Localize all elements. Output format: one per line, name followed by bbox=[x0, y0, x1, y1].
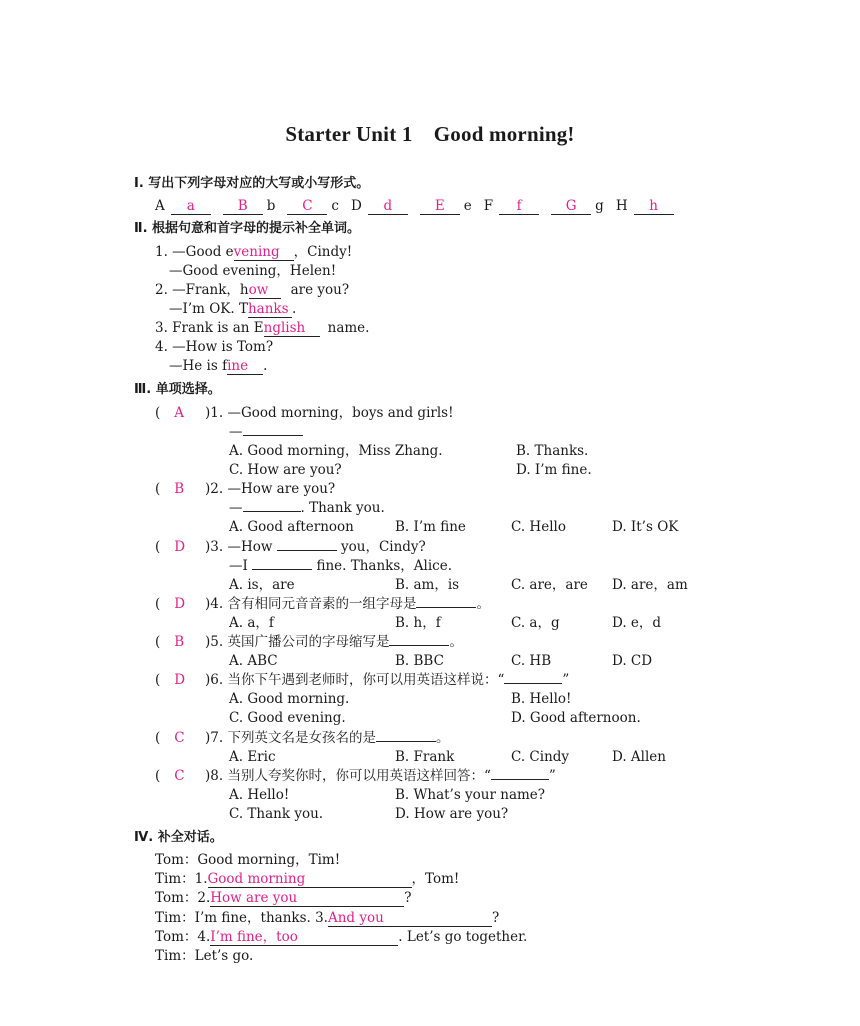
text: ? bbox=[404, 890, 412, 906]
text: . Thank you. bbox=[300, 500, 385, 516]
answer-text: How are you bbox=[210, 890, 298, 906]
letter-row bbox=[155, 197, 686, 215]
q8-option-c: C. Thank you. bbox=[229, 806, 324, 822]
q3-option-c: C. are，are bbox=[511, 577, 588, 593]
text: 1. —Good e bbox=[155, 244, 234, 260]
q3-line2 bbox=[229, 557, 452, 575]
q3-paren: ( D bbox=[155, 539, 186, 555]
answer-blank bbox=[210, 890, 404, 907]
answer-blank bbox=[210, 929, 398, 946]
text: )4. 含有相同元音音素的一组字母是 bbox=[205, 596, 417, 612]
fill-item-1a bbox=[155, 243, 352, 261]
q2-option-a: A. Good afternoon bbox=[229, 519, 354, 535]
letter-pair bbox=[616, 198, 674, 214]
q1-paren: ( A bbox=[155, 405, 185, 421]
answer-blank bbox=[208, 871, 412, 888]
q1-stem: )1. —Good morning，boys and girls! bbox=[205, 405, 454, 421]
answer-text: And you bbox=[327, 910, 384, 926]
q2-option-b: B. I’m fine bbox=[395, 519, 466, 535]
answer-letter: f bbox=[516, 198, 522, 214]
section-3-heading: Ⅲ. 单项选择。 bbox=[134, 382, 221, 397]
q1-option-a: A. Good morning，Miss Zhang. bbox=[229, 443, 443, 459]
q6-option-c: C. Good evening. bbox=[229, 710, 346, 726]
text: name. bbox=[327, 320, 370, 336]
q3-option-b: B. am，is bbox=[395, 577, 460, 593]
q4-paren: ( D bbox=[155, 596, 186, 612]
blank bbox=[416, 607, 476, 608]
q8-answer: C bbox=[174, 768, 185, 784]
section-2-heading: Ⅱ. 根据句意和首字母的提示补全单词。 bbox=[134, 221, 361, 236]
letter-pair bbox=[287, 198, 339, 214]
text: —I’m OK. T bbox=[169, 301, 248, 317]
answer-blank bbox=[328, 910, 492, 927]
text: )7. 下列英文名是女孩名的是 bbox=[205, 730, 376, 746]
letter-pair bbox=[484, 198, 539, 214]
fill-item-3 bbox=[155, 319, 369, 337]
q5-paren: ( B bbox=[155, 634, 185, 650]
q3-answer: D bbox=[174, 539, 186, 555]
answer-blank bbox=[249, 282, 281, 299]
text: . bbox=[291, 301, 297, 317]
q2-option-d: D. It’s OK bbox=[612, 519, 679, 535]
blank bbox=[376, 741, 436, 742]
text: Tom：2. bbox=[155, 890, 211, 906]
answer-blank bbox=[499, 198, 539, 215]
answer-blank bbox=[634, 198, 674, 215]
text: 。 bbox=[476, 596, 490, 612]
dialog-line-6: Tim：Let’s go. bbox=[155, 948, 254, 964]
text: )6. 当你下午遇到老师时，你可以用英语这样说：“ bbox=[205, 672, 505, 688]
q4-option-b: B. h，f bbox=[395, 615, 441, 631]
q2-stem: )2. —How are you? bbox=[205, 481, 336, 497]
q4-option-d: D. e，d bbox=[612, 615, 662, 631]
section-4-heading: Ⅳ. 补全对话。 bbox=[134, 830, 223, 845]
page-title: Starter Unit 1 Good morning! bbox=[285, 122, 575, 146]
answer-blank bbox=[227, 358, 263, 375]
letter-pair bbox=[420, 198, 472, 214]
blank bbox=[491, 779, 549, 780]
q2-answer: B bbox=[174, 481, 185, 497]
text: —I bbox=[229, 558, 248, 574]
answer-letter: B bbox=[237, 198, 248, 214]
blank bbox=[252, 569, 312, 570]
q1-option-b: B. Thanks. bbox=[516, 443, 589, 459]
fill-item-2a bbox=[155, 281, 349, 299]
q4-option-a: A. a，f bbox=[229, 615, 274, 631]
letter-pair bbox=[155, 198, 211, 214]
text: ，Tom! bbox=[411, 871, 460, 887]
q4-answer: D bbox=[174, 596, 186, 612]
answer-letter: d bbox=[383, 198, 393, 214]
text: Tom：4. bbox=[155, 929, 211, 945]
blank bbox=[389, 645, 449, 646]
text: you，Cindy? bbox=[341, 539, 426, 555]
section-1-heading: Ⅰ. 写出下列字母对应的大写或小写形式。 bbox=[134, 176, 370, 191]
q5-option-a: A. ABC bbox=[229, 653, 278, 669]
answer-blank bbox=[248, 301, 292, 318]
text: ” bbox=[562, 672, 570, 688]
text: Tim：I’m fine，thanks. 3. bbox=[155, 910, 328, 926]
q3-stem bbox=[205, 538, 426, 556]
letter-pair bbox=[223, 198, 276, 214]
text: ” bbox=[548, 768, 556, 784]
q7-option-d: D. Allen bbox=[612, 749, 666, 765]
answer-blank bbox=[420, 198, 460, 215]
blank bbox=[277, 550, 337, 551]
fill-item-4b bbox=[169, 357, 267, 375]
text: 2. —Frank，h bbox=[155, 282, 249, 298]
q2-paren: ( B bbox=[155, 481, 185, 497]
dialog-line-5 bbox=[155, 928, 527, 946]
dialog-line-4 bbox=[155, 909, 499, 927]
q8-option-a: A. Hello! bbox=[229, 787, 290, 803]
blank bbox=[504, 683, 562, 684]
blank bbox=[243, 511, 301, 512]
text: . Let’s go together. bbox=[398, 929, 528, 945]
fill-item-2b bbox=[169, 300, 296, 318]
q3-option-d: D. are，am bbox=[612, 577, 688, 593]
q6-option-d: D. Good afternoon. bbox=[511, 710, 641, 726]
answer-text: hanks bbox=[247, 301, 289, 317]
fill-item-1b: —Good evening，Helen! bbox=[169, 263, 337, 279]
q7-answer: C bbox=[174, 730, 185, 746]
given-letter: g bbox=[595, 198, 604, 214]
q7-option-b: B. Frank bbox=[395, 749, 455, 765]
q3-option-a: A. is，are bbox=[229, 577, 295, 593]
dialog-line-3 bbox=[155, 889, 412, 907]
text: ? bbox=[491, 910, 500, 926]
q8-option-d: D. How are you? bbox=[395, 806, 509, 822]
q6-option-b: B. Hello! bbox=[511, 691, 572, 707]
text: )3. —How bbox=[205, 539, 273, 555]
answer-letter: E bbox=[434, 198, 445, 214]
given-letter: H bbox=[615, 198, 628, 214]
given-letter: F bbox=[483, 198, 494, 214]
q7-stem bbox=[205, 729, 449, 747]
text: are you? bbox=[290, 282, 350, 298]
q5-option-c: C. HB bbox=[511, 653, 552, 669]
q7-option-c: C. Cindy bbox=[511, 749, 570, 765]
answer-letter: h bbox=[649, 198, 658, 214]
answer-blank bbox=[234, 244, 294, 261]
answer-letter: G bbox=[565, 198, 577, 214]
answer-blank bbox=[551, 198, 591, 215]
answer-text: ow bbox=[248, 282, 269, 298]
given-letter: D bbox=[350, 198, 362, 214]
q6-paren: ( D bbox=[155, 672, 186, 688]
q2-option-c: C. Hello bbox=[511, 519, 566, 535]
answer-blank bbox=[171, 198, 211, 215]
given-letter: e bbox=[463, 198, 472, 214]
given-letter: c bbox=[331, 198, 339, 214]
q1-answer: A bbox=[174, 405, 185, 421]
q8-option-b: B. What’s your name? bbox=[395, 787, 546, 803]
given-letter: A bbox=[155, 198, 165, 214]
answer-text: nglish bbox=[263, 320, 306, 336]
text: Tim：1. bbox=[155, 871, 208, 887]
answer-text: ine bbox=[227, 358, 249, 374]
text: ，Cindy! bbox=[293, 244, 353, 260]
given-letter: b bbox=[266, 198, 276, 214]
q5-option-d: D. CD bbox=[612, 653, 653, 669]
text: 。 bbox=[449, 634, 463, 650]
q6-answer: D bbox=[174, 672, 186, 688]
blank bbox=[243, 435, 303, 436]
answer-blank bbox=[223, 198, 263, 215]
answer-blank bbox=[368, 198, 408, 215]
answer-blank bbox=[287, 198, 327, 215]
answer-text: Good morning bbox=[207, 871, 306, 887]
q4-option-c: C. a，g bbox=[511, 615, 560, 631]
q8-stem bbox=[205, 767, 556, 785]
q6-stem bbox=[205, 671, 569, 689]
q8-paren: ( C bbox=[155, 768, 185, 784]
q6-option-a: A. Good morning. bbox=[229, 691, 350, 707]
q7-paren: ( C bbox=[155, 730, 185, 746]
q4-stem bbox=[205, 595, 490, 613]
q1-option-d: D. I’m fine. bbox=[516, 462, 592, 478]
text: . bbox=[263, 358, 268, 374]
text: fine. Thanks，Alice. bbox=[316, 558, 452, 574]
q5-answer: B bbox=[174, 634, 185, 650]
answer-text: vening bbox=[233, 244, 280, 260]
answer-letter: a bbox=[186, 198, 195, 214]
text: 3. Frank is an E bbox=[155, 320, 264, 336]
letter-pair bbox=[551, 198, 604, 214]
q5-stem bbox=[205, 633, 463, 651]
text: — bbox=[229, 424, 243, 440]
answer-blank bbox=[264, 320, 320, 337]
q1-line2 bbox=[229, 423, 303, 441]
q2-line2: — . Thank you. bbox=[229, 500, 385, 516]
text: )8. 当别人夸奖你时，你可以用英语这样回答：“ bbox=[205, 768, 491, 784]
q1-option-c: C. How are you? bbox=[229, 462, 342, 478]
fill-item-4a: 4. —How is Tom? bbox=[155, 339, 274, 355]
text: 。 bbox=[435, 730, 450, 746]
q5-option-b: B. BBC bbox=[395, 653, 444, 669]
q7-option-a: A. Eric bbox=[229, 749, 276, 765]
dialog-line-2 bbox=[155, 870, 459, 888]
text: )5. 英国广播公司的字母缩写是 bbox=[205, 634, 390, 650]
answer-letter: C bbox=[302, 198, 313, 214]
letter-pair bbox=[351, 198, 408, 214]
answer-text: I’m fine，too bbox=[210, 929, 298, 945]
dialog-line-1: Tom：Good morning，Tim! bbox=[155, 852, 341, 868]
text: —He is f bbox=[169, 358, 228, 374]
